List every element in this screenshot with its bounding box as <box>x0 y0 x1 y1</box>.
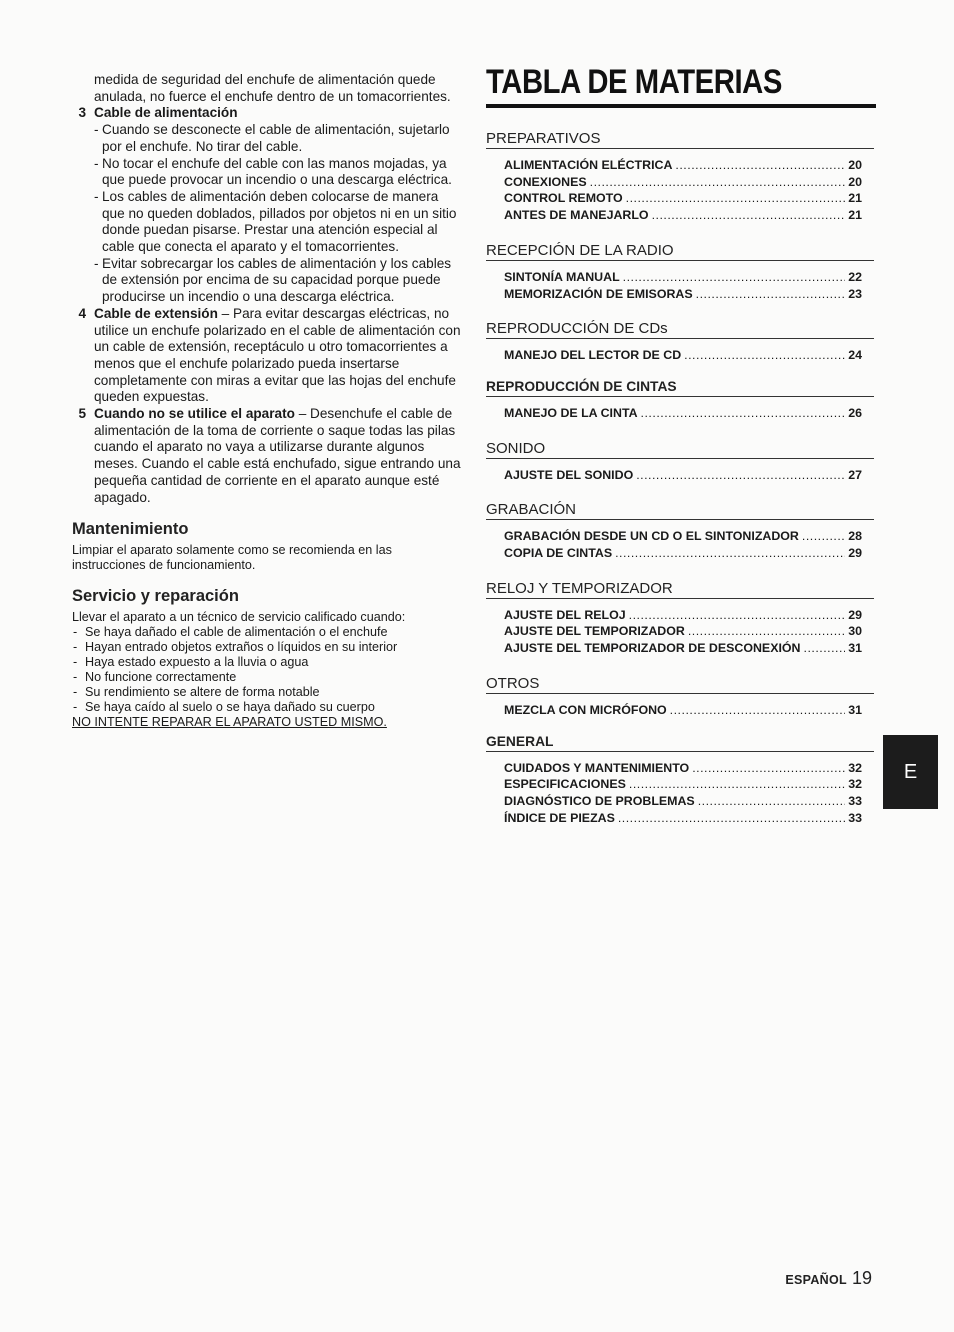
item-text: – Desenchufe el cable de alimentación de la toma de corriente o saque todas las pilas cuando el aparato no vaya a utilizarse durante algunos meses. Cuando el cable está enchufado, sigue entrando una pequeña cantidad de corriente en el aparato aunque esté apagado. <box>94 406 461 505</box>
item-title: Cable de alimentación <box>94 105 238 121</box>
list-item-text: Haya estado expuesto a la lluvia o agua <box>85 654 309 669</box>
toc-entry-label: AJUSTE DEL RELOJ <box>504 607 626 622</box>
maintenance-text: Limpiar el aparato solamente como se recomienda en las instrucciones de funcionamiento. <box>72 542 392 572</box>
toc-entry[interactable] <box>504 405 862 422</box>
toc-entry-label: CUIDADOS Y MANTENIMIENTO <box>504 760 690 775</box>
toc-entry-label: GRABACIÓN DESDE UN CD O EL SINTONIZADOR <box>504 529 799 544</box>
toc-entry-page: 32 <box>848 760 862 775</box>
toc-section-title: SONIDO <box>486 440 874 459</box>
toc-entry[interactable] <box>504 190 862 207</box>
toc-entry[interactable] <box>504 157 862 174</box>
toc-entry-page: 31 <box>848 641 862 656</box>
toc-entry-page: 33 <box>848 793 862 808</box>
list-item-text: Evitar sobrecargar los cables de alimentación y los cables de extensión por encima de su capacidad porque puede producirse un incendio o una descarga eléctrica. <box>102 255 452 305</box>
toc-entry-label: SINTONÍA MANUAL <box>504 269 620 284</box>
toc-section-title: GENERAL <box>486 733 874 752</box>
toc-entry-page: 23 <box>848 286 862 301</box>
toc-entry[interactable] <box>504 702 862 719</box>
toc-entry[interactable] <box>504 286 862 303</box>
toc-section <box>486 580 876 657</box>
intro-text: medida de seguridad del enchufe de alimentación quede anulada, no fuerce el enchufe dentro de un tomacorrientes. <box>94 72 451 104</box>
toc-section-title: REPRODUCCIÓN DE CDs <box>486 320 874 339</box>
toc-entry-label: CONTROL REMOTO <box>504 191 623 206</box>
toc-entry-label: ESPECIFICACIONES <box>504 777 626 792</box>
service-intro: Llevar el aparato a un técnico de servicio calificado cuando: <box>72 609 406 624</box>
list-item: - No funcione correctamente <box>73 669 237 684</box>
toc-entry-page: 28 <box>848 529 862 544</box>
toc-entry[interactable] <box>504 528 862 545</box>
toc-entry-page: 27 <box>848 467 862 482</box>
toc-entry-label: ANTES DE MANEJARLO <box>504 208 649 223</box>
toc-entry-page: 24 <box>848 348 862 363</box>
footer-language: ESPAÑOL <box>785 1273 847 1287</box>
toc-section-title: REPRODUCCIÓN DE CINTAS <box>486 378 874 397</box>
list-item-text: No tocar el enchufe del cable con las manos mojadas, ya que puede provocar un incendio o una descarga eléctrica. <box>102 155 452 188</box>
list-item-text: Los cables de alimentación deben colocarse de manera que no queden doblados, pillados por objetos ni en un sitio donde puedan pisarse. Prestar una atención especial al cable que conecta el aparato y el tomacorrientes. <box>102 188 457 255</box>
toc-entry-label: AJUSTE DEL TEMPORIZADOR <box>504 624 685 639</box>
toc-section <box>486 378 876 422</box>
list-item: - Los cables de alimentación deben colocarse de manera que no queden doblados, pillados por objetos ni en un sitio donde puedan pisarse. Prestar una atención especial al cable que conecta el aparato y el tomacorrientes. <box>94 188 457 255</box>
toc-entry-page: 20 <box>848 174 862 189</box>
list-item-text: Su rendimiento se altere de forma notable <box>85 684 320 699</box>
toc-entry-page: 29 <box>848 607 862 622</box>
item-number: 3 <box>78 105 86 121</box>
toc-entry[interactable] <box>504 810 862 827</box>
toc-entry-page: 21 <box>848 191 862 206</box>
toc-entry-label: MEZCLA CON MICRÓFONO <box>504 702 667 717</box>
item-number: 5 <box>78 406 86 422</box>
toc-section-title: RELOJ Y TEMPORIZADOR <box>486 580 874 599</box>
service-heading: Servicio y reparación <box>72 586 239 605</box>
list-item: - Su rendimiento se altere de forma notable <box>73 684 320 699</box>
toc-entry-label: AJUSTE DEL SONIDO <box>504 467 634 482</box>
toc-entry-label: COPIA DE CINTAS <box>504 546 613 561</box>
toc-entry-page: 20 <box>848 158 862 172</box>
toc-entry[interactable] <box>504 467 862 484</box>
list-item: - Se haya caído al suelo o se haya dañado su cuerpo <box>73 699 375 714</box>
list-item-text: Cuando se desconecte el cable de alimentación, sujetarlo por el enchufe. No tirar del cable. <box>102 122 450 154</box>
toc-entry-label: DIAGNÓSTICO DE PROBLEMAS <box>504 793 695 808</box>
toc-entry-page: 32 <box>848 777 862 792</box>
language-tab: E <box>883 735 938 809</box>
toc-entry-label: MANEJO DE LA CINTA <box>504 405 638 420</box>
item-number: 4 <box>78 305 86 321</box>
toc-section <box>486 501 876 561</box>
item-power-cord <box>72 105 464 122</box>
toc-entry[interactable] <box>504 545 862 562</box>
toc-section-title: OTROS <box>486 675 874 694</box>
toc-section <box>486 733 876 827</box>
list-item: - Haya estado expuesto a la lluvia o agua <box>73 654 309 669</box>
toc-entry-page: 31 <box>848 702 862 717</box>
toc-entry-page: 33 <box>848 810 862 825</box>
toc-entry[interactable] <box>504 607 862 624</box>
toc-entry[interactable] <box>504 760 862 777</box>
toc-entry-page: 22 <box>848 269 862 284</box>
item-not-in-use <box>72 406 464 506</box>
list-item-text: Se haya dañado el cable de alimentación o el enchufe <box>85 624 388 639</box>
page-number: 19 <box>851 1268 872 1288</box>
toc-entry[interactable] <box>504 793 862 810</box>
toc-entry[interactable] <box>504 776 862 793</box>
toc-section-title: GRABACIÓN <box>486 501 874 520</box>
toc-entry-label: ÍNDICE DE PIEZAS <box>504 810 615 825</box>
toc-entry[interactable] <box>504 640 862 657</box>
item-text: – Para evitar descargas eléctricas, no utilice un enchufe polarizado en el cable de alimentación con un cable de extensión, receptáculo u otro tomacorrientes a menos que el enchufe polarizado pueda insertarse completamente con miras a evitar que las hojas del enchufe queden expuestas. <box>94 305 461 405</box>
toc-entry-page: 21 <box>848 208 862 223</box>
toc-entry-label: MANEJO DEL LECTOR DE CD <box>504 348 682 363</box>
list-item-text: Se haya caído al suelo o se haya dañado su cuerpo <box>85 699 375 714</box>
toc-entry[interactable] <box>504 347 862 364</box>
list-item: - Evitar sobrecargar los cables de alimentación y los cables de extensión por encima de su capacidad porque puede producirse un incendio o una descarga eléctrica. <box>94 255 452 305</box>
toc-section-title: PREPARATIVOS <box>486 130 874 149</box>
toc-section-title: RECEPCIÓN DE LA RADIO <box>486 242 874 261</box>
list-item: - Cuando se desconecte el cable de alimentación, sujetarlo por el enchufe. No tirar del cable. <box>94 122 450 154</box>
list-item-text: Hayan entrado objetos extraños o líquidos en su interior <box>85 639 398 654</box>
item-title: Cuando no se utilice el aparato <box>94 406 295 422</box>
toc-entry-page: 29 <box>848 546 862 561</box>
toc-section <box>486 320 876 364</box>
toc-title: TABLA DE MATERIAS <box>486 63 782 101</box>
toc-entry[interactable] <box>504 174 862 191</box>
item-extension-cord <box>72 306 464 406</box>
table-of-contents <box>486 62 876 826</box>
maintenance-heading: Mantenimiento <box>72 520 189 539</box>
toc-entry-label: MEMORIZACIÓN DE EMISORAS <box>504 286 693 301</box>
list-item-text: No funcione correctamente <box>85 669 237 684</box>
toc-section <box>486 675 876 719</box>
toc-entry[interactable] <box>504 269 862 286</box>
toc-entry-label: AJUSTE DEL TEMPORIZADOR DE DESCONEXIÓN <box>504 641 801 656</box>
safety-column <box>72 72 464 730</box>
toc-entry-page: 26 <box>848 405 862 420</box>
title-rule <box>486 104 876 108</box>
list-item: - Se haya dañado el cable de alimentación o el enchufe <box>73 624 388 639</box>
item-title: Cable de extensión <box>94 305 218 321</box>
toc-entry-label: CONEXIONES <box>504 174 587 189</box>
toc-section <box>486 242 876 302</box>
toc-entry[interactable] <box>504 623 862 640</box>
toc-entry-page: 30 <box>848 624 862 639</box>
toc-entry-label: ALIMENTACIÓN ELÉCTRICA <box>504 158 673 172</box>
toc-section <box>486 440 876 484</box>
page-footer <box>785 1268 872 1289</box>
list-item: - No tocar el enchufe del cable con las manos mojadas, ya que puede provocar un incendio o una descarga eléctrica. <box>94 155 452 188</box>
toc-entry[interactable] <box>504 207 862 224</box>
list-item: - Hayan entrado objetos extraños o líquidos en su interior <box>73 639 398 654</box>
service-warning: NO INTENTE REPARAR EL APARATO USTED MISMO. <box>72 714 387 729</box>
toc-section <box>486 130 876 224</box>
